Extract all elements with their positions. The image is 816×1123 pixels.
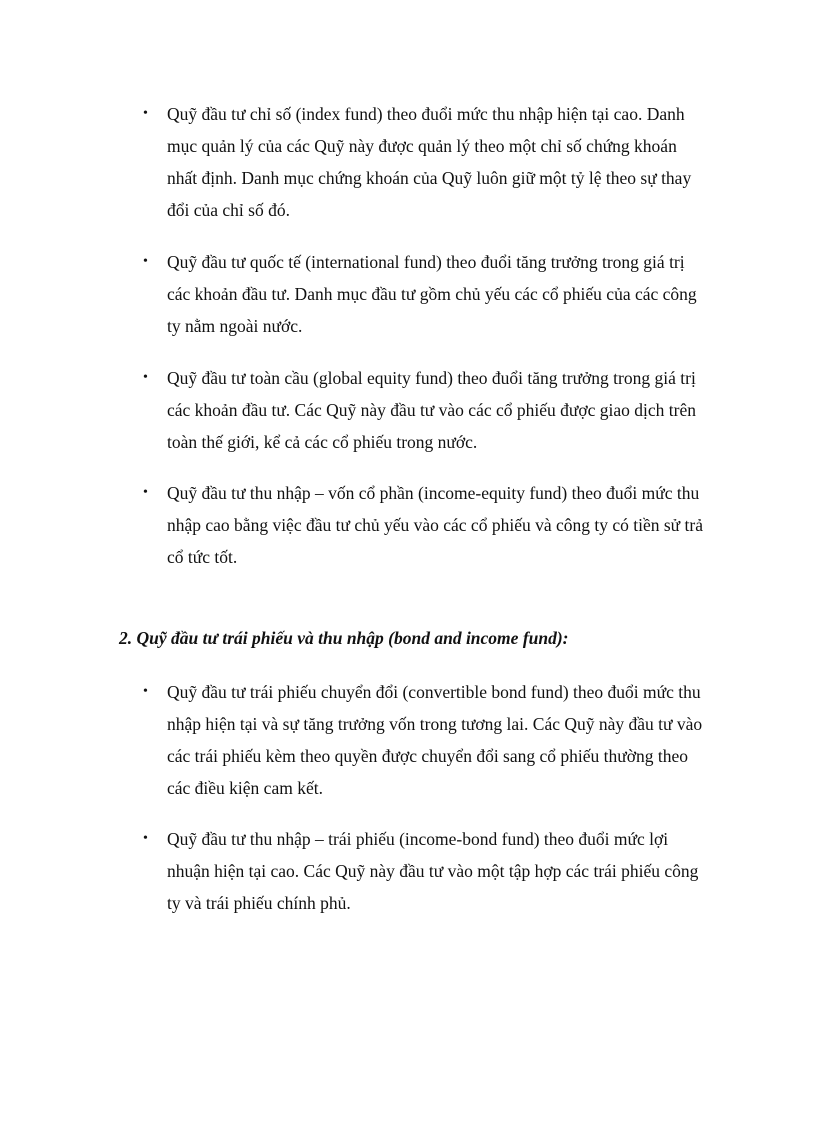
bullet-icon: •	[143, 684, 148, 699]
list-item-text: Quỹ đầu tư thu nhập – vốn cổ phần (income-equity fund) theo đuổi mức thu nhập cao bằng việc đầu tư chủ yếu vào các cổ phiếu và công ty có tiền sử trả cổ tức tốt.	[167, 483, 703, 567]
bullet-icon: •	[143, 254, 148, 269]
list-item-text: Quỹ đầu tư toàn cầu (global equity fund) theo đuổi tăng trưởng trong giá trị các khoản đầu tư. Các Quỹ này đầu tư vào các cổ phiếu được giao dịch trên toàn thế giới, kể cả các cổ phiếu trong nước.	[167, 368, 696, 452]
list-item-text: Quỹ đầu tư thu nhập – trái phiếu (income-bond fund) theo đuổi mức lợi nhuận hiện tại cao. Các Quỹ này đầu tư vào một tập hợp các trái phiếu công ty và trái phiếu chính phủ.	[167, 829, 699, 913]
section-heading: 2. Quỹ đầu tư trái phiếu và thu nhập (bond and income fund):	[119, 628, 569, 648]
list-item-text: Quỹ đầu tư trái phiếu chuyển đổi (convertible bond fund) theo đuổi mức thu nhập hiện tại và sự tăng trưởng vốn trong tương lai. Các Quỹ này đầu tư vào các trái phiếu kèm theo quyền được chuyển đổi sang cổ phiếu thường theo các điều kiện cam kết.	[167, 682, 703, 798]
bullet-icon: •	[143, 485, 148, 500]
bullet-icon: •	[143, 831, 148, 846]
list-item-text: Quỹ đầu tư quốc tế (international fund) theo đuổi tăng trưởng trong giá trị các khoản đầu tư. Danh mục đầu tư gồm chủ yếu các cổ phiếu của các công ty nằm ngoài nước.	[167, 252, 697, 336]
bullet-icon: •	[143, 106, 148, 121]
list-item-text: Quỹ đầu tư chỉ số (index fund) theo đuổi mức thu nhập hiện tại cao. Danh mục quản lý của các Quỹ này được quản lý theo một chỉ số chứng khoán nhất định. Danh mục chứng khoán của Quỹ luôn giữ một tỷ lệ theo sự thay đổi của chỉ số đó.	[167, 104, 692, 220]
bullet-icon: •	[143, 370, 148, 385]
